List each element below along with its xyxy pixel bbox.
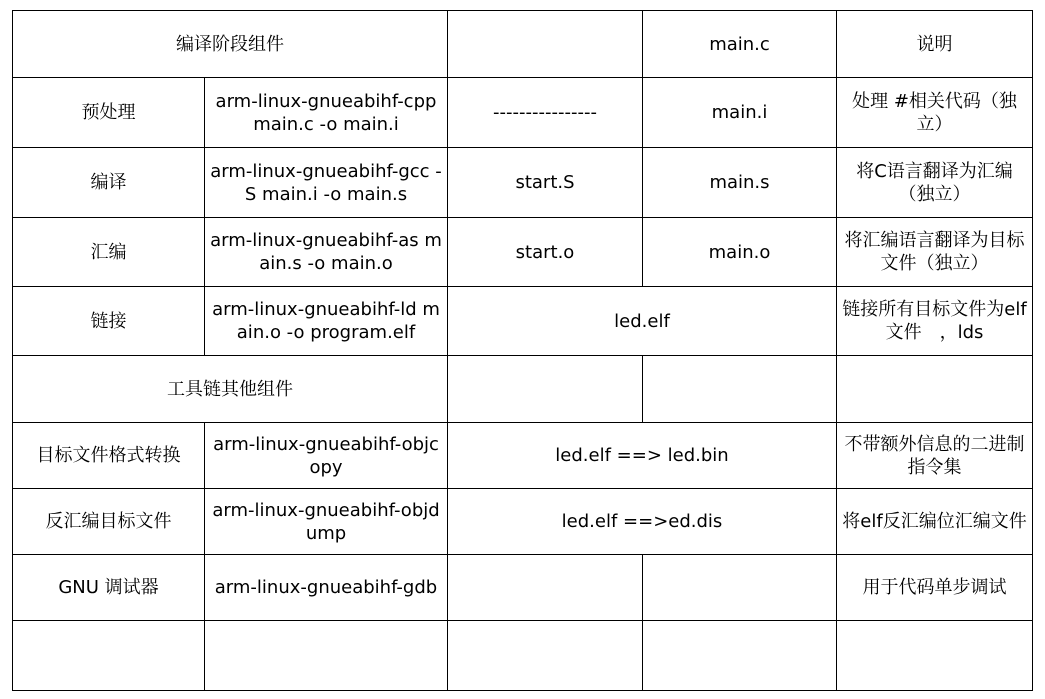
stage-cell: GNU 调试器 (13, 555, 205, 621)
empty-cell (448, 555, 643, 621)
section-title-compile: 编译阶段组件 (13, 11, 448, 78)
empty-cell (448, 621, 643, 691)
table-row (13, 218, 1033, 287)
stage-cell: 链接 (13, 287, 205, 356)
empty-cell (448, 356, 643, 423)
empty-cell (643, 356, 837, 423)
table-row (13, 489, 1033, 555)
note-cell: 将C语言翻译为汇编（独立） (837, 148, 1033, 218)
stage-cell: 编译 (13, 148, 205, 218)
command-cell: arm-linux-gnueabihf-gcc -S main.i -o main.s (205, 148, 448, 218)
header-row (13, 11, 1033, 78)
section-title-other: 工具链其他组件 (13, 356, 448, 423)
stage-cell: 反汇编目标文件 (13, 489, 205, 555)
table-row (13, 148, 1033, 218)
debug-row (13, 555, 1033, 621)
note-cell: 链接所有目标文件为elf文件 ，lds (837, 287, 1033, 356)
empty-cell (837, 621, 1033, 691)
asm-file-cell: start.o (448, 218, 643, 287)
table-row (13, 423, 1033, 489)
table-row (13, 78, 1033, 148)
note-cell: 用于代码单步调试 (837, 555, 1033, 621)
link-row (13, 287, 1033, 356)
stage-cell: 预处理 (13, 78, 205, 148)
empty-cell (13, 621, 205, 691)
note-cell: 将汇编语言翻译为目标文件（独立） (837, 218, 1033, 287)
toolchain-table (12, 10, 1033, 691)
header-col5: 说明 (837, 11, 1033, 78)
c-file-cell: main.s (643, 148, 837, 218)
empty-cell (643, 621, 837, 691)
command-cell: arm-linux-gnueabihf-ld main.o -o program.elf (205, 287, 448, 356)
empty-cell (837, 356, 1033, 423)
command-cell: arm-linux-gnueabihf-as main.s -o main.o (205, 218, 448, 287)
asm-file-cell: ---------------- (448, 78, 643, 148)
header-col3 (448, 11, 643, 78)
empty-cell (643, 555, 837, 621)
command-cell: arm-linux-gnueabihf-cpp main.c -o main.i (205, 78, 448, 148)
command-cell: arm-linux-gnueabihf-objcopy (205, 423, 448, 489)
note-cell: 不带额外信息的二进制指令集 (837, 423, 1033, 489)
note-cell: 处理 #相关代码（独立） (837, 78, 1033, 148)
stage-cell: 汇编 (13, 218, 205, 287)
output-cell: led.elf ==>ed.dis (448, 489, 837, 555)
c-file-cell: main.o (643, 218, 837, 287)
note-cell: 将elf反汇编位汇编文件 (837, 489, 1033, 555)
empty-row (13, 621, 1033, 691)
stage-cell: 目标文件格式转换 (13, 423, 205, 489)
c-file-cell: main.i (643, 78, 837, 148)
command-cell: arm-linux-gnueabihf-gdb (205, 555, 448, 621)
other-header-row (13, 356, 1033, 423)
output-cell: led.elf ==> led.bin (448, 423, 837, 489)
output-cell: led.elf (448, 287, 837, 356)
command-cell: arm-linux-gnueabihf-objdump (205, 489, 448, 555)
header-col4: main.c (643, 11, 837, 78)
empty-cell (205, 621, 448, 691)
asm-file-cell: start.S (448, 148, 643, 218)
